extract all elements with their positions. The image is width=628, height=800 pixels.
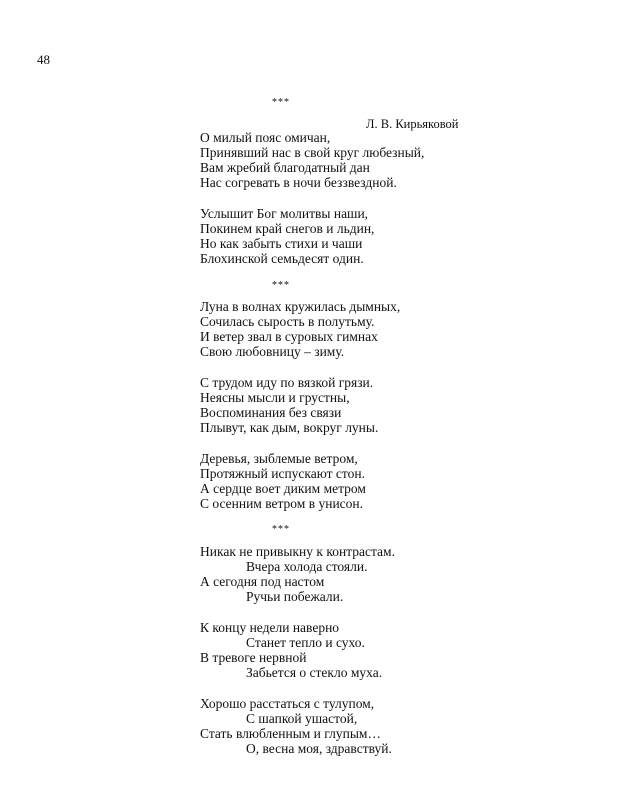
poem-line: Сочилась сырость в полутьму. xyxy=(200,314,375,329)
poem-line: Стать влюбленным и глупым… xyxy=(200,726,381,741)
poem-line: В тревоге нервной xyxy=(200,650,307,665)
poem-line: К концу недели наверно xyxy=(200,620,340,635)
poem2-stanza-1 xyxy=(200,299,500,359)
poem-line: Но как забыть стихи и чаши xyxy=(200,236,363,251)
poem3-stanza-3 xyxy=(200,696,500,756)
section-separator: *** xyxy=(272,97,290,108)
poem-line-indented: Станет тепло и сухо. xyxy=(246,635,365,650)
poem3-stanza-1 xyxy=(200,544,500,604)
poem1-stanza-1 xyxy=(200,130,500,190)
poem-line: Луна в волнах кружилась дымных, xyxy=(200,299,401,314)
poem-line: Услышит Бог молитвы наши, xyxy=(200,206,369,221)
poem2-stanza-3 xyxy=(200,451,500,511)
poem3-stanza-2 xyxy=(200,620,500,680)
poem-line-indented: Ручьи побежали. xyxy=(246,589,344,604)
poem1-stanza-2 xyxy=(200,206,500,266)
poem-line-indented: Забьется о стекло муха. xyxy=(246,665,383,680)
poem-line: А сердце воет диким метром xyxy=(200,481,366,496)
poem-line: Хорошо расстаться с тулупом, xyxy=(200,696,375,711)
poem-line: Никак не привыкну к контрастам. xyxy=(200,544,395,559)
poem-line: Свою любовницу – зиму. xyxy=(200,344,345,359)
poem-line: О милый пояс омичан, xyxy=(200,130,331,145)
poem-dedication: Л. В. Кирьяковой xyxy=(366,117,459,131)
poem-line: А сегодня под настом xyxy=(200,574,325,589)
poem-line: Покинем край снегов и льдин, xyxy=(200,221,375,236)
poem-line: Блохинской семьдесят один. xyxy=(200,251,364,266)
poem-line: С осенним ветром в унисон. xyxy=(200,496,364,511)
poem-line: Плывут, как дым, вокруг луны. xyxy=(200,420,379,435)
poem-line: И ветер звал в суровых гимнах xyxy=(200,329,378,344)
poem-line: Принявший нас в свой круг любезный, xyxy=(200,145,425,160)
poem-line: Протяжный испускают стон. xyxy=(200,466,365,481)
poem-line: Вам жребий благодатный дан xyxy=(200,160,370,175)
page-number: 48 xyxy=(37,52,50,67)
poem-line-indented: Вчера холода стояли. xyxy=(246,559,368,574)
section-separator: *** xyxy=(272,524,290,535)
poem-line: Деревья, зыблемые ветром, xyxy=(200,451,358,466)
poem-line-indented: С шапкой ушастой, xyxy=(246,711,358,726)
poem-line: Воспоминания без связи xyxy=(200,405,342,420)
section-separator: *** xyxy=(272,280,290,291)
poem-line-indented: О, весна моя, здравствуй. xyxy=(246,741,392,756)
poem-line: Неясны мысли и грустны, xyxy=(200,390,350,405)
poem-line: С трудом иду по вязкой грязи. xyxy=(200,375,374,390)
poem-line: Нас согревать в ночи беззвездной. xyxy=(200,175,397,190)
poem2-stanza-2 xyxy=(200,375,500,435)
